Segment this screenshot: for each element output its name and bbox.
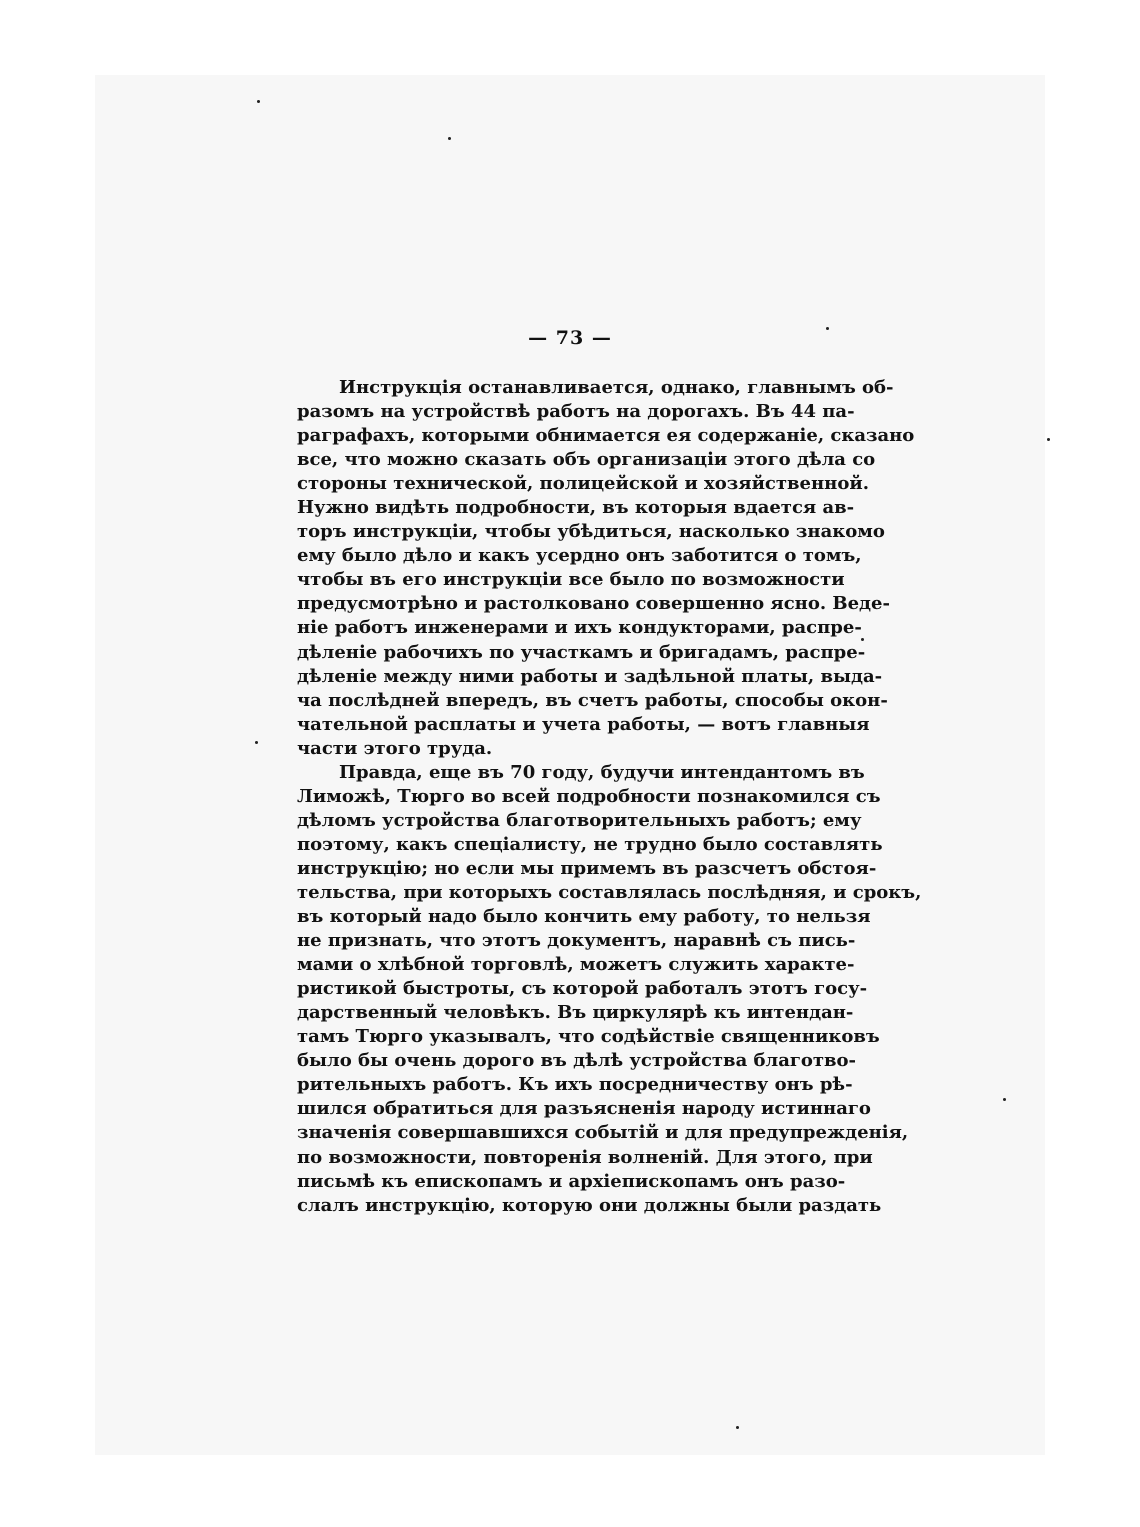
text-line: Нужно видѣть подробности, въ которыя вдается ав- <box>297 497 855 519</box>
scan-speck <box>1047 438 1050 441</box>
text-line: инструкцію; но если мы примемъ въ разсчетъ обстоя- <box>297 857 877 879</box>
text-line: торъ инструкціи, чтобы убѣдиться, насколько знакомо <box>297 521 885 543</box>
scan-speck <box>826 327 829 330</box>
text-line: поэтому, какъ спеціалисту, не трудно было составлять <box>297 833 883 855</box>
text-line: Инструкція останавливается, однако, главнымъ об- <box>339 377 894 398</box>
text-line: ристикой быстроты, съ которой работалъ этотъ госу- <box>297 978 868 1000</box>
text-line: разомъ на устройствѣ работъ на дорогахъ. Въ 44 па- <box>297 401 855 423</box>
text-line: по возможности, повторенія волненій. Для этого, при <box>297 1146 873 1168</box>
text-line: было бы очень дорого въ дѣлѣ устройства благотво- <box>297 1050 857 1072</box>
text-line: значенія совершавшихся событій и для предупрежденія, <box>297 1122 909 1144</box>
scan-speck <box>255 741 258 744</box>
text-line: ча послѣдней впередъ, въ счетъ работы, способы окон- <box>297 689 888 711</box>
text-line: не признать, что этотъ документъ, наравнѣ съ пись- <box>297 930 856 952</box>
scan-speck <box>736 1426 739 1429</box>
text-line: рительныхъ работъ. Къ ихъ посредничеству онъ рѣ- <box>297 1074 853 1096</box>
paragraph-2 <box>297 761 922 1218</box>
text-line: дѣломъ устройства благотворительныхъ работъ; ему <box>297 809 862 831</box>
text-line: письмѣ къ епископамъ и архіепископамъ онъ разо- <box>297 1170 846 1192</box>
text-line: тельства, при которыхъ составлялась послѣдняя, и срокъ, <box>297 881 922 903</box>
scan-speck <box>448 137 451 140</box>
text-line: шился обратиться для разъясненія народу истиннаго <box>297 1098 871 1120</box>
paragraph-1 <box>297 376 915 761</box>
text-line: въ который надо было кончить ему работу, то нельзя <box>297 906 871 928</box>
scan-speck <box>861 638 864 641</box>
text-line: чтобы въ его инструкціи все было по возможности <box>297 569 845 591</box>
text-line: дѣленіе рабочихъ по участкамъ и бригадамъ, распре- <box>297 641 866 663</box>
text-line: предусмотрѣно и растолковано совершенно ясно. Веде- <box>297 593 890 615</box>
text-line: Правда, еще въ 70 году, будучи интендантомъ въ <box>339 761 865 783</box>
text-line: Лиможѣ, Тюрго во всей подробности познакомился съ <box>297 785 881 807</box>
text-line: мами о хлѣбной торговлѣ, можетъ служить характе- <box>297 954 855 976</box>
page-number: — 73 — <box>528 327 612 349</box>
text-line: слалъ инструкцію, которую они должны были раздать <box>297 1194 882 1216</box>
text-line: все, что можно сказать объ организаціи этого дѣла со <box>297 449 876 471</box>
scan-speck <box>1003 1098 1006 1101</box>
text-line: чательной расплаты и учета работы, — вотъ главныя <box>297 713 870 735</box>
text-line: тамъ Тюрго указывалъ, что содѣйствіе священниковъ <box>297 1026 880 1048</box>
text-line: ему было дѣло и какъ усердно онъ заботится о томъ, <box>297 545 862 567</box>
text-line: раграфахъ, которыми обнимается ея содержаніе, сказано <box>297 425 915 447</box>
scan-speck <box>257 100 260 103</box>
text-line: ніе работъ инженерами и ихъ кондукторами, распре- <box>297 617 862 639</box>
body-text <box>297 376 922 1218</box>
text-line: дѣленіе между ними работы и задѣльной платы, выда- <box>297 665 883 687</box>
text-line: части этого труда. <box>297 737 493 759</box>
text-line: дарственный человѣкъ. Въ циркулярѣ къ интендан- <box>297 1002 854 1024</box>
text-line: стороны технической, полицейской и хозяйственной. <box>297 473 869 495</box>
